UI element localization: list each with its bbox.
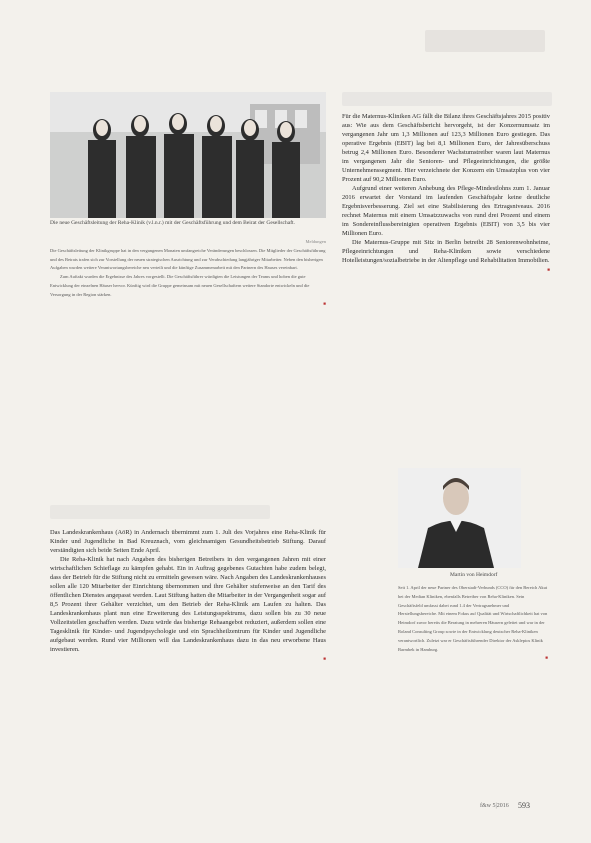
left-article-kicker: Meldungen [305, 239, 326, 244]
lower-left-article [50, 528, 326, 663]
right-article-paragraph-1: Für die Maternus-Kliniken AG fällt die Bilanz ihres Geschäftsjahres 2015 positiv aus: Wie aus dem Geschäftsbericht hervorgeht, ist der Konzernumsatz im vergangenen Jahr um 1,3 Millionen auf 123,3 Millionen Euro gestiegen. Das operative Ergebnis (EBIT) lag bei 8,1 Millionen Euro, der Jahresüberschuss betrug 2,4 Millionen Euro. Besonderer Wachstumstreiber waren laut Maternus im vergangenen Jahr die Senioren- und Pflegeeinrichtungen, die größte Unternehmenssegment. Hier verzeichnete der Konzern ein Umsatzplus von vier Prozent auf 90,2 Millionen Euro. [342, 113, 551, 183]
right-article [342, 112, 550, 274]
lower-left-end-mark: ■ [323, 656, 326, 661]
left-article [50, 238, 326, 308]
person-photo [398, 468, 521, 568]
lower-right-paragraph-1: Seit 1. April der neue Partner des Oberstadt-Verbunds (CCO) für den Bereich Akut bei der Median Kliniken, ebenfalls Betreiber von Reha-Kliniken. Sein Geschäftsfeld umfasst dabei rund 1.4 der Vertragsnehmer und Herstellungsbereiche. Mit einem Fokus auf Qualität und Wirtschaftlichkeit hat von Heimdorf zuvor bereits die Beratung in mehreren Häusern geleitet und war in der Roland Consulting Group sowie in der Entwicklung deutscher Reha-Kliniken verantwortlich. Zuletzt war er Geschäftsführender Direktor der Asklepios Klinik Barmbek in Hamburg. [398, 585, 548, 652]
left-article-paragraph-2: Zum Auftakt wurden die Ergebnisse des Jahres vorgestellt. Die Geschäftsführer würdigten die Leistungen der Teams und hoben die gute Entwicklung der einzelnen Häuser hervor. Künftig wird die Gruppe gemeinsam mit neuen Gesellschaftern weitere Standorte entwickeln und die Versorgung in der Region stärken. [50, 274, 310, 297]
right-article-paragraph-2: Aufgrund einer weiteren Anhebung des Pflege-Mindestlohns zum 1. Januar 2016 erwartet der Vorstand im laufenden Geschäftsjahr keine deutliche Ergebnisverbesserung. Ziel sei eine Stabilisierung des Ertragsniveaus. 2016 rechnet Maternus mit einem Umsatzzuwachs von rund drei Prozent und einem im Sondereinflussbereinigten operativen Ergebnis (EBIT) von 3,5 bis vier Millionen Euro. [342, 185, 550, 237]
header-band [425, 30, 545, 52]
right-article-end-mark: ■ [547, 267, 550, 272]
group-photo-caption: Die neue Geschäftsleitung der Reha-Klinik (v.l.n.r.) mit der Geschäftsführung und dem Beirat der Gesellschaft. [50, 220, 295, 226]
page-footer-label: f&w 5|2016 [480, 803, 509, 809]
right-article-paragraph-3: Die Maternus-Gruppe mit Sitz in Berlin betreibt 28 Seniorenwohnheime, Pflegeeinrichtungen und Reha-Kliniken sowie verschiedene Hotelleistungen/sozialbetriebe in der Altenpflege und Rehabilitation Immobilien. [342, 239, 550, 264]
group-photo [50, 92, 326, 218]
section-heading-band [342, 92, 552, 106]
page-number: 593 [518, 801, 530, 810]
lower-left-paragraph-1: Das Landeskrankenhaus (AöR) in Andernach übernimmt zum 1. Juli des Vorjahres eine Reha-Klinik für Kinder und Jugendliche in Bad Kreuznach, vom gleichnamigen Gesundheitsbetrieb Stiftung. Darauf verständigten sich beide Seiten Ende April. [50, 529, 326, 554]
left-article-end-mark: ■ [323, 300, 326, 306]
lower-left-paragraph-2: Die Reha-Klinik hat nach Angaben des bisherigen Betreibers in den vergangenen Jahren mit einer wirtschaftlichen Schieflage zu kämpfen gehabt. Ein in Auftrag gegebenes Gutachten habe zudem belegt, dass der Betrieb für die Stiftung nicht zu ermitteln gewesen wäre. Nach Angaben des Landeskrankenhauses sollen alle 120 Mitarbeiter der Einrichtung übernommen und ihre Gehälter stufenweise an den Tarif des öffentlichen Dienstes angepasst werden. Laut Stiftung hatten die Mitarbeiter in der Vergangenheit sogar auf 8,5 Prozent ihrer Gehälter verzichtet, um den Betrieb der Reha-Klinik am Laufen zu halten. Das Landeskrankenhaus plant nun eine Erweiterung des Leistungsspektrums, dazu sollen bis zu 30 neue Vollzeitstellen geschaffen werden. Dazu würde das bisherige Rehaangebot reduziert, außerdem sollen eine Tagesklinik für Kinder- und Jugendpsychologie und ein Sprachheilzentrum für Kinder und Jugendliche aufgebaut werden. Rund vier Millionen will das Landeskrankenhaus dazu in das neu erworbene Haus investieren. [50, 556, 326, 653]
lower-section-heading-band [50, 505, 270, 519]
left-article-paragraph-1: Die Geschäftsleitung der Klinikgruppe hat in den vergangenen Monaten umfangreiche Veränderungen beschlossen. Die Mitglieder der Geschäftsführung und des Beirats trafen sich zur Vorstellung der neuen strategischen Ausrichtung und zur Verabschiedung langjähriger Mitarbeiter. Neben den bisherigen Aufgaben wurden weitere Verantwortungsbereiche neu verteilt und die künftige Zusammenarbeit mit den Partnern des Hauses vereinbart. [50, 247, 326, 271]
lower-right-end-mark: ■ [545, 655, 548, 661]
lower-right-article [398, 584, 548, 663]
person-photo-caption: Martin von Heimdorf [450, 572, 498, 578]
